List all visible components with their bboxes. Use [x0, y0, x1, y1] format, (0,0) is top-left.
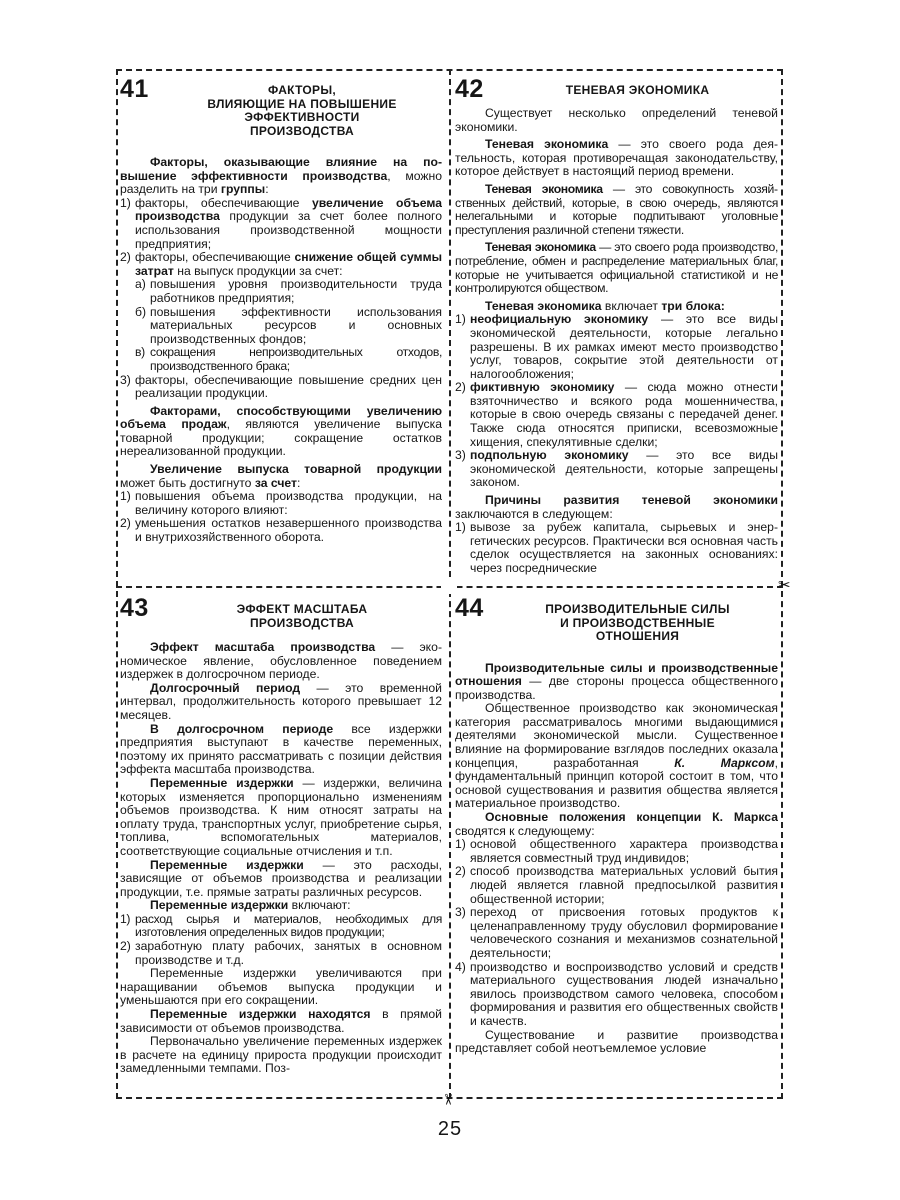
cost-list: [120, 913, 442, 967]
paragraph: Переменные издержки — это расходы, зависящие от объемов производства и реализации продукции, т.е. прямые затраты различных ресурсов.: [120, 857, 442, 899]
card-number: 44: [455, 595, 484, 622]
card-title: ПРОИЗВОДИТЕЛЬНЫЕ СИЛЫ И ПРОИЗВОДСТВЕННЫЕ ОТНОШЕНИЯ: [545, 602, 730, 643]
paragraph: Переменные издержки увеличиваются при наращивании объемов выпуска продукции и уменьшаются при его сокращении.: [120, 966, 442, 1008]
list-item: 1) повышения объема производства продукции, на величину которого влияют:: [120, 489, 442, 517]
card-title: ТЕНЕВАЯ ЭКОНОМИКА: [565, 83, 710, 97]
card-number: 42: [455, 76, 484, 103]
paragraph: Переменные издержки — издержки, величина которых изменяется пропорционально изменениям объемов производства. К ним относят затраты на оплату труда, транспортных услуг, приобретение сырья, топлива, вспомогательных материалов, соответствующие социальные отчисления и т.п.: [120, 775, 442, 858]
list-item: 2) уменьшения остатков незавершенного производства и внутрихозяйственного оборота.: [120, 516, 442, 545]
card-42: [455, 76, 778, 580]
card-title: ФАКТОРЫ, ВЛИЯЮЩИЕ НА ПОВЫШЕНИЕ ЭФФЕКТИВНОСТИ ПРОИЗВОДСТВА: [207, 83, 397, 138]
paragraph: Теневая экономика — это совокупность хозяйственных действий, которые, в свою очередь, являются нелегальными и которые подпитывают уголовные преступления различной степени тяжести.: [455, 181, 778, 237]
paragraph: Причины развития теневой экономики заключаются в следующем:: [455, 493, 778, 521]
card-41: [120, 76, 442, 580]
paragraph: Эффект масштаба производства — экономическое явление, обусловленное поведением издержек в долгосрочном периоде.: [120, 640, 442, 682]
cut-cross-mark: [441, 578, 457, 594]
card-text: [455, 662, 778, 1056]
card-header: [120, 595, 442, 637]
paragraph: Теневая экономика — это своего рода производство, потребление, обмен и распределение материальных благ, которые не учитывается официальной статистикой и не контролируются обществом.: [455, 240, 778, 296]
card-43: [120, 595, 442, 1095]
scissors-icon: ✂: [778, 577, 791, 594]
list-item: 1) расход сырья и материалов, необходимых для изготовления определенных видов продукции;: [120, 911, 442, 940]
list-item: 2) способ производства материальных условий бытия людей является главной предпосылкой развития общественной истории;: [455, 864, 778, 906]
paragraph: Существование и развитие производства представляет собой неотъемлемое условие: [455, 1027, 778, 1056]
paragraph: Теневая экономика — это своего рода деятельность, которая противоречащая законодательству, которое действует в настоящий период времени.: [455, 137, 778, 179]
list-item: 1) факторы, обеспечивающие увеличение объема производства продукции за счет более полного использования производственной мощности предприятия;: [120, 195, 442, 251]
paragraph: Увеличение выпуска товарной продукции может быть достигнуто за счет:: [120, 462, 442, 490]
scissors-icon: ✂: [438, 1093, 456, 1106]
list-item: 3) подпольную экономику — это все виды экономической деятельности, которые запрещены законом.: [455, 448, 778, 490]
sub-list: [120, 278, 442, 373]
list-item: 1) вывозе за рубеж капитала, сырьевых и энергетических ресурсов. Практически вся основная часть сделок осуществляется на законных основаниях: через посреднические: [455, 520, 778, 575]
paragraph: Переменные издержки включают:: [150, 898, 351, 913]
card-44: [455, 595, 778, 1095]
card-text: [455, 107, 778, 576]
factor-list: [120, 197, 442, 279]
list-item: 2) заработную плату рабочих, занятых в основном производстве и т.д.: [120, 939, 442, 967]
concept-list: [455, 838, 778, 1028]
list-item: в) сокращения непроизводительных отходов, производственного брака;: [135, 345, 442, 373]
list-item: 1) основой общественного характера производства является совместный труд индивидов;: [455, 837, 778, 865]
paragraph: Долгосрочный период — это временной интервал, продолжительность которого превышает 12 месяцев.: [120, 680, 442, 722]
list-item: 2) фиктивную экономику — сюда можно отнести взяточничество и всякого рода мошенничества, которые в свою очередь связаны с передачей денег. Также сюда относятся приписки, всевозможные хищения, спекулятивные сделки;: [455, 380, 778, 449]
paragraph: Факторами, способствующими увеличению объема продаж, являются увеличение выпуска товарной продукции; сокращение остатков нереализованной продукции.: [120, 403, 442, 459]
card-number: 43: [120, 595, 149, 622]
paragraph: Производительные силы и производственные отношения — две стороны процесса общественного производства.: [455, 660, 778, 702]
factor-list: [120, 374, 442, 401]
list-item: а) повышения уровня производительности труда работников предприятия;: [135, 277, 442, 305]
paragraph: Основные положения концепции К. Маркса сводятся к следующему:: [455, 810, 778, 838]
page-number: 25: [437, 1118, 463, 1140]
paragraph: В долгосрочном периоде все издержки предприятия выступают в качестве переменных, поэтому их принято рассматривать с позиции действия эффекта масштаба производства.: [120, 721, 442, 777]
paragraph: Факторы, оказывающие влияние на повышение эффективности производства, можно разделить на три группы:: [120, 155, 442, 197]
list-item: б) повышения эффективности использования материальных ресурсов и основных производственных фондов;: [135, 304, 442, 346]
list-item: 3) факторы, обеспечивающие повышение средних цен реализации продукции.: [120, 372, 442, 401]
block-list: [455, 313, 778, 490]
paragraph: Общественное производство как экономическая категория рассматривалось многими выдающимися деятелями экономической мысли. Существенное влияние на формирование взглядов последних оказала концепция, разработанная К. Марксом, фундаментальный принцип которой состоит в том, что основой существования и развития общества является материальное производство.: [455, 701, 778, 811]
paragraph: Первоначально увеличение переменных издержек в расчете на единицу прироста продукции происходит замедленными темпами. Поз-: [120, 1034, 442, 1076]
list-item: 1) неофициальную экономику — это все виды экономической деятельности, которые легально разрешены. В их рамках имеют место производство услуг, товаров, сокрытие этой деятельности от налогообложения;: [455, 312, 778, 381]
card-header: [120, 76, 442, 138]
card-header: [455, 76, 778, 104]
paragraph: Существует несколько определений теневой экономики.: [455, 106, 778, 134]
card-title: ЭФФЕКТ МАСШТАБА ПРОИЗВОДСТВА: [236, 602, 368, 630]
paragraph: Переменные издержки находятся в прямой зависимости от объемов производства.: [120, 1007, 442, 1035]
reasons-list: [455, 521, 778, 575]
card-text: [120, 156, 442, 545]
card-number: 41: [120, 76, 149, 103]
output-list: [120, 490, 442, 544]
card-header: [455, 595, 778, 644]
card-text: [120, 641, 442, 1076]
list-item: 4) производство и воспроизводство условий и средств материального существования людей изначально явилось производством самого человека, способом формирования и развития его общественных свойств и качеств.: [455, 959, 778, 1028]
paragraph: Теневая экономика включает три блока:: [485, 298, 725, 313]
list-item: 3) переход от присвоения готовых продуктов к целенаправленному труду обусловил формирование человеческого сознания и механизмов сознательной деятельности;: [455, 905, 778, 960]
list-item: 2) факторы, обеспечивающие снижение общей суммы затрат на выпуск продукции за счет:: [120, 250, 442, 278]
